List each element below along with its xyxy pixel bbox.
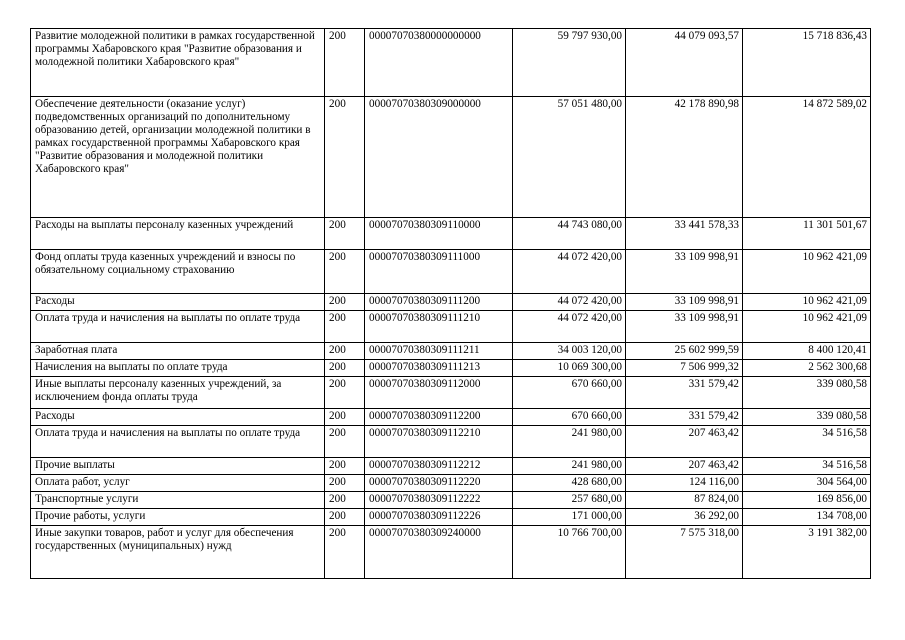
row-classification-code: 00007070380309112000 — [365, 377, 513, 409]
row-name: Иные выплаты персоналу казенных учреждений, за исключением фонда оплаты труда — [31, 377, 325, 409]
row-code: 200 — [325, 526, 365, 579]
row-remaining: 304 564,00 — [743, 475, 871, 492]
table-row — [31, 343, 871, 360]
row-classification-code: 00007070380000000000 — [365, 29, 513, 97]
row-approved: 10 766 700,00 — [513, 526, 626, 579]
row-classification-code: 00007070380309111000 — [365, 250, 513, 294]
row-remaining: 34 516,58 — [743, 426, 871, 458]
row-remaining: 34 516,58 — [743, 458, 871, 475]
table-row — [31, 509, 871, 526]
row-classification-code: 00007070380309111213 — [365, 360, 513, 377]
row-name: Оплата труда и начисления на выплаты по оплате труда — [31, 311, 325, 343]
row-classification-code: 00007070380309111211 — [365, 343, 513, 360]
row-classification-code: 00007070380309112220 — [365, 475, 513, 492]
row-name: Оплата труда и начисления на выплаты по оплате труда — [31, 426, 325, 458]
row-code: 200 — [325, 343, 365, 360]
row-code: 200 — [325, 426, 365, 458]
row-name: Транспортные услуги — [31, 492, 325, 509]
row-remaining: 10 962 421,09 — [743, 311, 871, 343]
row-approved: 44 072 420,00 — [513, 250, 626, 294]
row-code: 200 — [325, 409, 365, 426]
row-code: 200 — [325, 458, 365, 475]
table-row — [31, 97, 871, 218]
row-executed: 36 292,00 — [626, 509, 743, 526]
table-row — [31, 250, 871, 294]
row-executed: 7 506 999,32 — [626, 360, 743, 377]
row-code: 200 — [325, 360, 365, 377]
row-name: Прочие выплаты — [31, 458, 325, 475]
row-name: Фонд оплаты труда казенных учреждений и взносы по обязательному социальному страхованию — [31, 250, 325, 294]
row-code: 200 — [325, 294, 365, 311]
table-body — [31, 29, 871, 579]
row-classification-code: 00007070380309112200 — [365, 409, 513, 426]
table-row — [31, 475, 871, 492]
row-approved: 57 051 480,00 — [513, 97, 626, 218]
budget-table — [30, 28, 871, 579]
row-classification-code: 00007070380309111210 — [365, 311, 513, 343]
row-code: 200 — [325, 29, 365, 97]
row-remaining: 169 856,00 — [743, 492, 871, 509]
table-row — [31, 360, 871, 377]
row-approved: 171 000,00 — [513, 509, 626, 526]
row-code: 200 — [325, 97, 365, 218]
row-executed: 207 463,42 — [626, 426, 743, 458]
row-remaining: 3 191 382,00 — [743, 526, 871, 579]
row-name: Расходы на выплаты персоналу казенных учреждений — [31, 218, 325, 250]
row-approved: 34 003 120,00 — [513, 343, 626, 360]
row-code: 200 — [325, 492, 365, 509]
row-name: Прочие работы, услуги — [31, 509, 325, 526]
row-remaining: 339 080,58 — [743, 409, 871, 426]
table-row — [31, 492, 871, 509]
row-classification-code: 00007070380309112212 — [365, 458, 513, 475]
row-remaining: 339 080,58 — [743, 377, 871, 409]
row-executed: 25 602 999,59 — [626, 343, 743, 360]
table-row — [31, 526, 871, 579]
row-executed: 124 116,00 — [626, 475, 743, 492]
row-approved: 10 069 300,00 — [513, 360, 626, 377]
row-executed: 331 579,42 — [626, 377, 743, 409]
row-classification-code: 00007070380309112226 — [365, 509, 513, 526]
row-code: 200 — [325, 218, 365, 250]
row-approved: 670 660,00 — [513, 409, 626, 426]
row-executed: 207 463,42 — [626, 458, 743, 475]
row-remaining: 134 708,00 — [743, 509, 871, 526]
row-classification-code: 00007070380309000000 — [365, 97, 513, 218]
row-executed: 33 441 578,33 — [626, 218, 743, 250]
row-executed: 33 109 998,91 — [626, 311, 743, 343]
row-approved: 670 660,00 — [513, 377, 626, 409]
row-classification-code: 00007070380309112210 — [365, 426, 513, 458]
row-classification-code: 00007070380309240000 — [365, 526, 513, 579]
row-executed: 33 109 998,91 — [626, 294, 743, 311]
table-row — [31, 409, 871, 426]
table-row — [31, 377, 871, 409]
row-remaining: 10 962 421,09 — [743, 250, 871, 294]
table-row — [31, 311, 871, 343]
row-remaining: 14 872 589,02 — [743, 97, 871, 218]
row-approved: 59 797 930,00 — [513, 29, 626, 97]
row-approved: 257 680,00 — [513, 492, 626, 509]
table-row — [31, 458, 871, 475]
row-approved: 44 743 080,00 — [513, 218, 626, 250]
row-executed: 42 178 890,98 — [626, 97, 743, 218]
row-name: Начисления на выплаты по оплате труда — [31, 360, 325, 377]
row-executed: 87 824,00 — [626, 492, 743, 509]
row-name: Заработная плата — [31, 343, 325, 360]
row-remaining: 8 400 120,41 — [743, 343, 871, 360]
row-classification-code: 00007070380309112222 — [365, 492, 513, 509]
row-approved: 428 680,00 — [513, 475, 626, 492]
table-row — [31, 294, 871, 311]
row-approved: 241 980,00 — [513, 458, 626, 475]
row-name: Развитие молодежной политики в рамках государственной программы Хабаровского края "Развитие образования и молодежной политики Хабаровского края" — [31, 29, 325, 97]
row-remaining: 15 718 836,43 — [743, 29, 871, 97]
row-name: Оплата работ, услуг — [31, 475, 325, 492]
row-name: Расходы — [31, 409, 325, 426]
row-executed: 33 109 998,91 — [626, 250, 743, 294]
row-approved: 44 072 420,00 — [513, 294, 626, 311]
table-row — [31, 218, 871, 250]
row-code: 200 — [325, 311, 365, 343]
table-row — [31, 29, 871, 97]
row-name: Расходы — [31, 294, 325, 311]
row-name: Иные закупки товаров, работ и услуг для обеспечения государственных (муниципальных) нужд — [31, 526, 325, 579]
row-executed: 44 079 093,57 — [626, 29, 743, 97]
row-name: Обеспечение деятельности (оказание услуг) подведомственных организаций по дополнительному образованию детей, организации молодежной политики в рамках государственной программы Хабаровского края "Развитие образования и молодежной политики Хабаровского края" — [31, 97, 325, 218]
row-classification-code: 00007070380309111200 — [365, 294, 513, 311]
row-executed: 331 579,42 — [626, 409, 743, 426]
row-approved: 44 072 420,00 — [513, 311, 626, 343]
row-code: 200 — [325, 475, 365, 492]
row-code: 200 — [325, 509, 365, 526]
row-remaining: 10 962 421,09 — [743, 294, 871, 311]
row-code: 200 — [325, 377, 365, 409]
row-remaining: 11 301 501,67 — [743, 218, 871, 250]
row-approved: 241 980,00 — [513, 426, 626, 458]
row-classification-code: 00007070380309110000 — [365, 218, 513, 250]
row-remaining: 2 562 300,68 — [743, 360, 871, 377]
row-executed: 7 575 318,00 — [626, 526, 743, 579]
row-code: 200 — [325, 250, 365, 294]
table-row — [31, 426, 871, 458]
